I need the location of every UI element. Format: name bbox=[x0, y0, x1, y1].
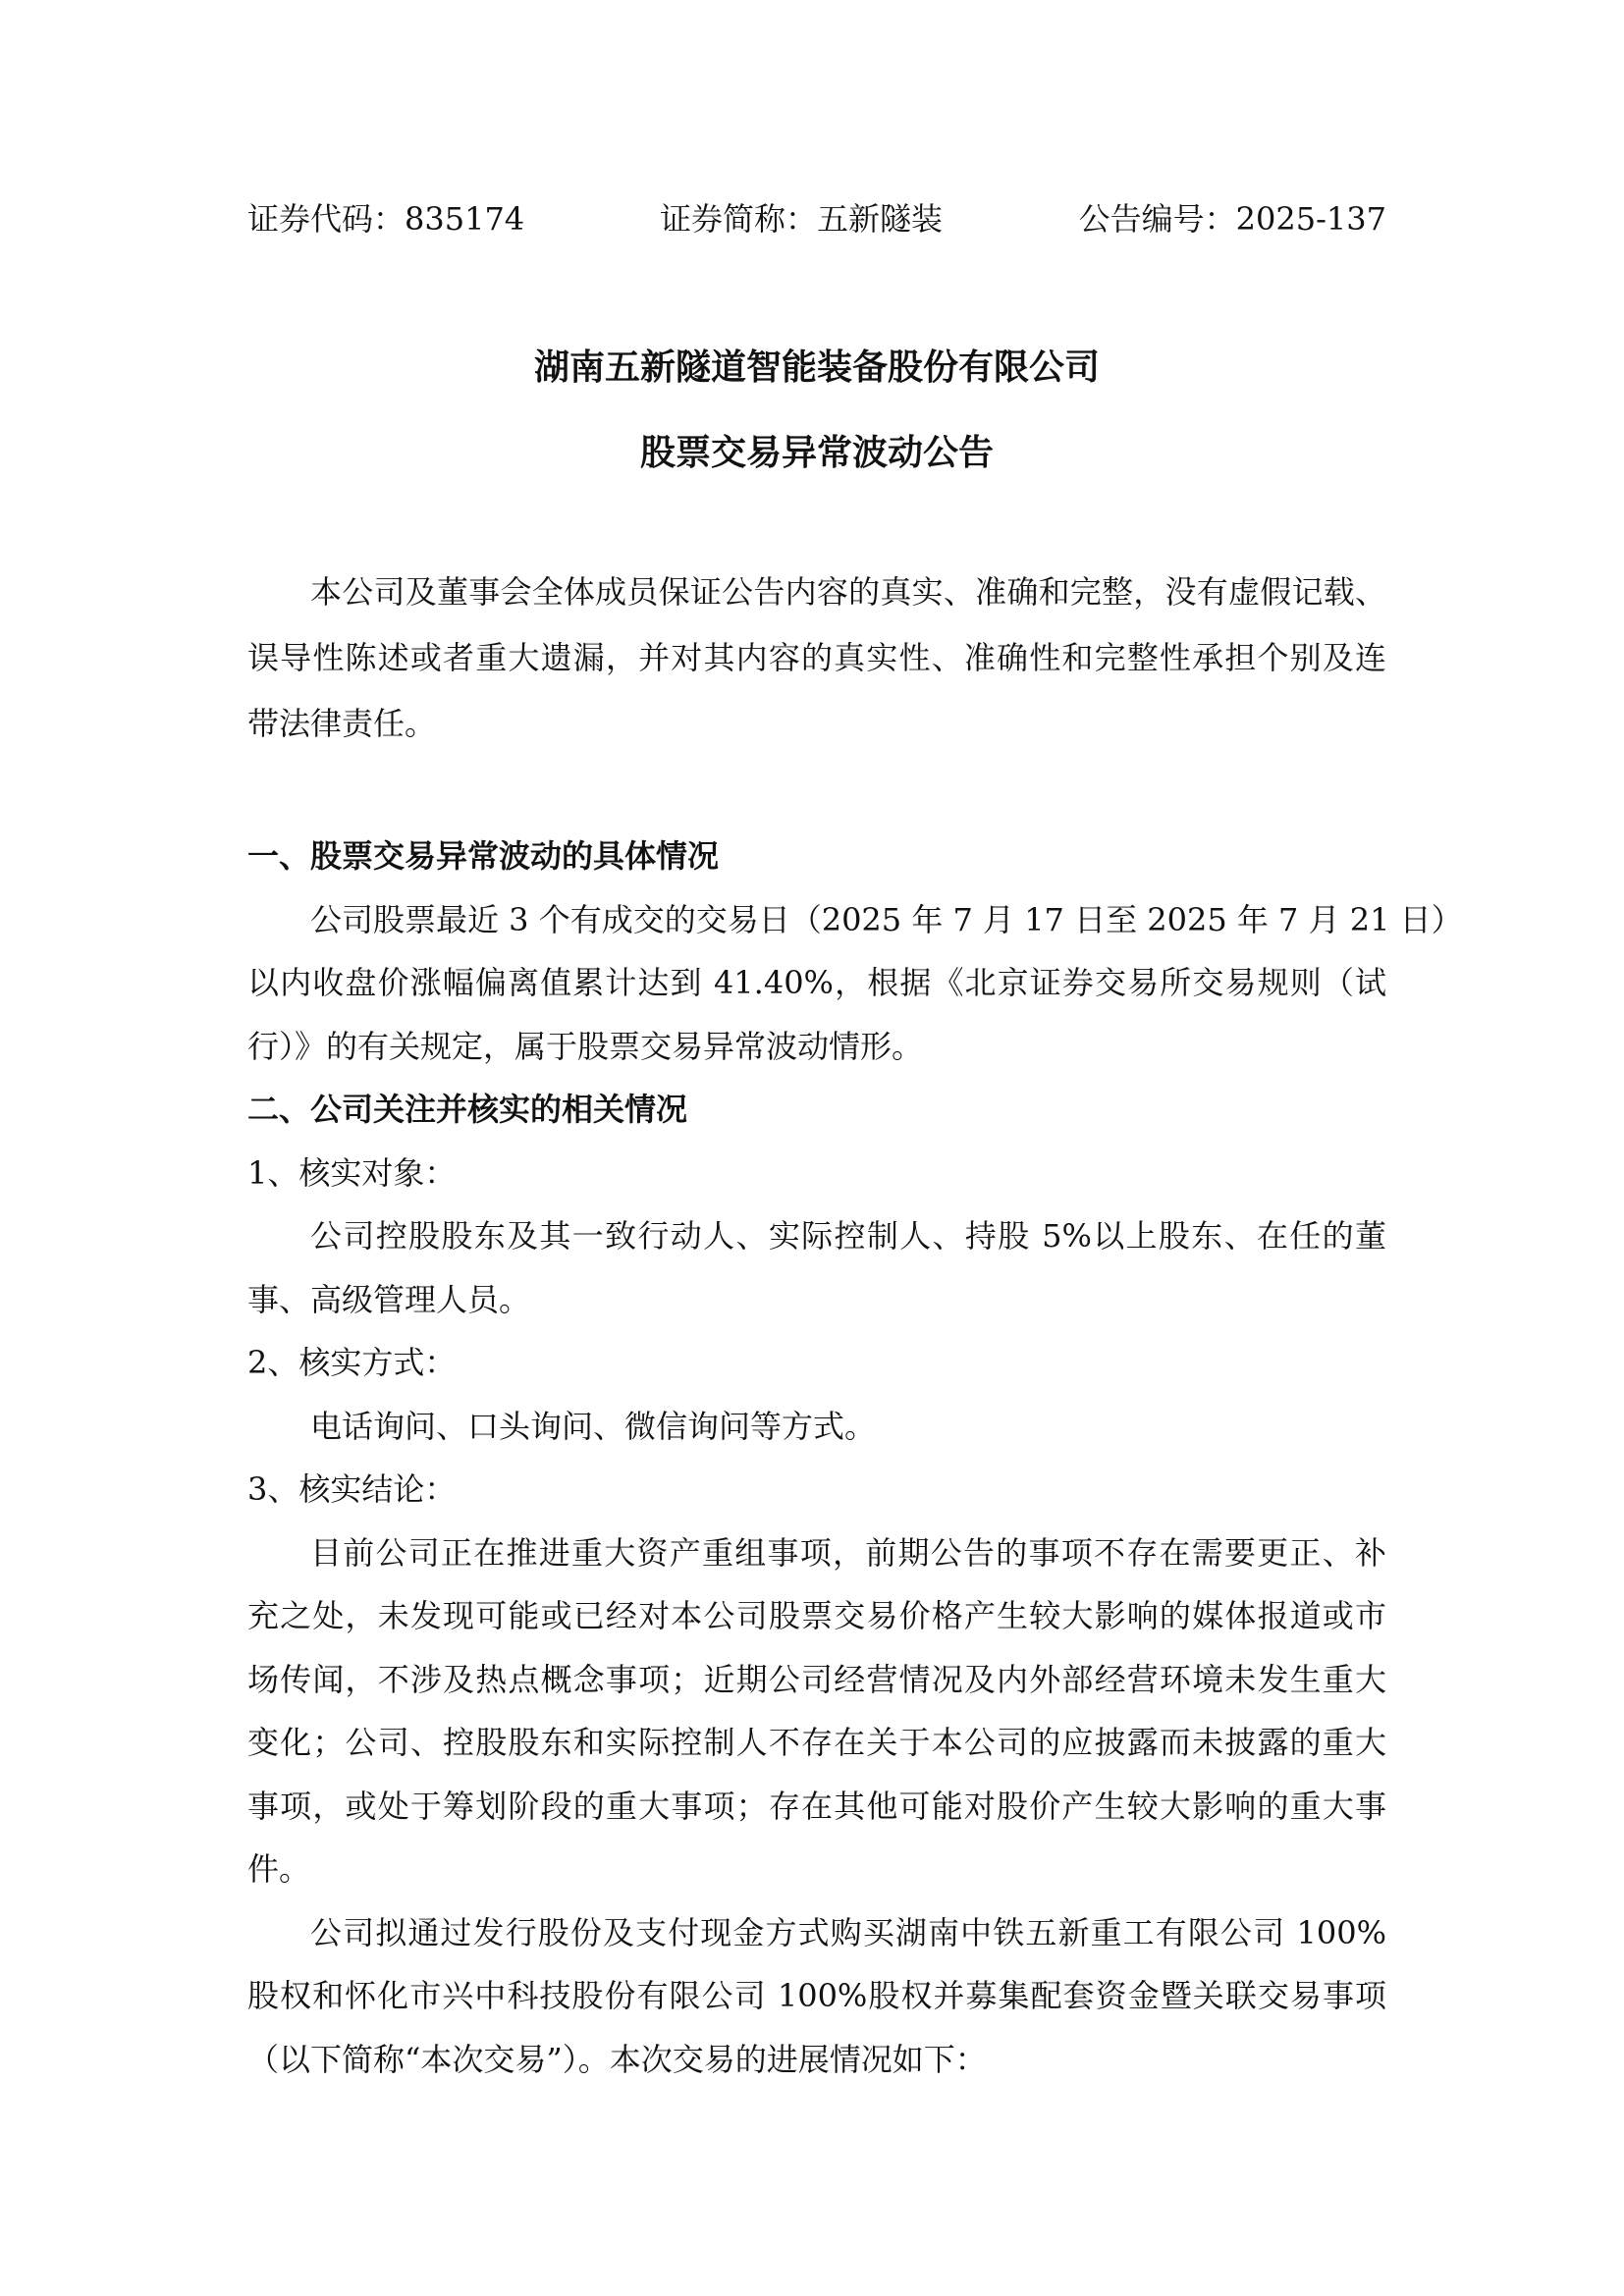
statement-line-1: 本公司及董事会全体成员保证公告内容的真实、准确和完整，没有虚假记载、 bbox=[310, 573, 1386, 611]
statement-line-2: 误导性陈述或者重大遗漏，并对其内容的真实性、准确性和完整性承担个别及连 bbox=[247, 639, 1386, 676]
section1-line-2: 以内收盘价涨幅偏离值累计达到 41.40%，根据《北京证券交易所交易规则（试 bbox=[247, 964, 1386, 1001]
section2-heading: 二、公司关注并核实的相关情况 bbox=[247, 1091, 688, 1128]
transaction-line-2: 股权和怀化市兴中科技股份有限公司 100%股权并募集配套资金暨关联交易事项 bbox=[247, 1977, 1386, 2014]
item3-line-3: 场传闻，不涉及热点概念事项；近期公司经营情况及内外部经营环境未发生重大 bbox=[247, 1661, 1386, 1698]
item1-line-2: 事、高级管理人员。 bbox=[247, 1281, 531, 1318]
item3-line-4: 变化；公司、控股股东和实际控制人不存在关于本公司的应披露而未披露的重大 bbox=[247, 1724, 1386, 1761]
announcement-header bbox=[247, 194, 1386, 243]
item3-line-5: 事项，或处于筹划阶段的重大事项；存在其他可能对股价产生较大影响的重大事 bbox=[247, 1788, 1386, 1825]
transaction-line-3: （以下简称“本次交易”）。本次交易的进展情况如下： bbox=[247, 2041, 987, 2078]
section1-line-3: 行）》的有关规定，属于股票交易异常波动情形。 bbox=[247, 1028, 924, 1065]
item3-label: 3、核实结论： bbox=[247, 1470, 457, 1508]
item3-line-6: 件。 bbox=[247, 1850, 311, 1888]
security-code: 证券代码：835174 bbox=[247, 200, 525, 238]
announcement-number: 公告编号：2025-137 bbox=[1078, 200, 1386, 238]
item1-label: 1、核实对象： bbox=[247, 1154, 457, 1192]
transaction-line-1: 公司拟通过发行股份及支付现金方式购买湖南中铁五新重工有限公司 100% bbox=[310, 1914, 1386, 1951]
item2-line-1: 电话询问、口头询问、微信询问等方式。 bbox=[310, 1408, 877, 1445]
security-abbreviation: 证券简称：五新隧装 bbox=[660, 200, 944, 238]
item3-line-2: 充之处，未发现可能或已经对本公司股票交易价格产生较大影响的媒体报道或市 bbox=[247, 1597, 1386, 1634]
item3-line-1: 目前公司正在推进重大资产重组事项，前期公告的事项不存在需要更正、补 bbox=[310, 1534, 1386, 1572]
company-name-title: 湖南五新隧道智能装备股份有限公司 bbox=[533, 347, 1100, 388]
item1-line-1: 公司控股股东及其一致行动人、实际控制人、持股 5%以上股东、在任的董 bbox=[310, 1217, 1386, 1255]
item2-label: 2、核实方式： bbox=[247, 1344, 457, 1381]
section1-line-1: 公司股票最近 3 个有成交的交易日（2025 年 7 月 17 日至 2025 年 7 月 21 日） bbox=[310, 901, 1463, 938]
statement-line-3: 带法律责任。 bbox=[247, 705, 437, 742]
section1-heading: 一、股票交易异常波动的具体情况 bbox=[247, 837, 720, 875]
announcement-subject-title: 股票交易异常波动公告 bbox=[639, 433, 994, 473]
